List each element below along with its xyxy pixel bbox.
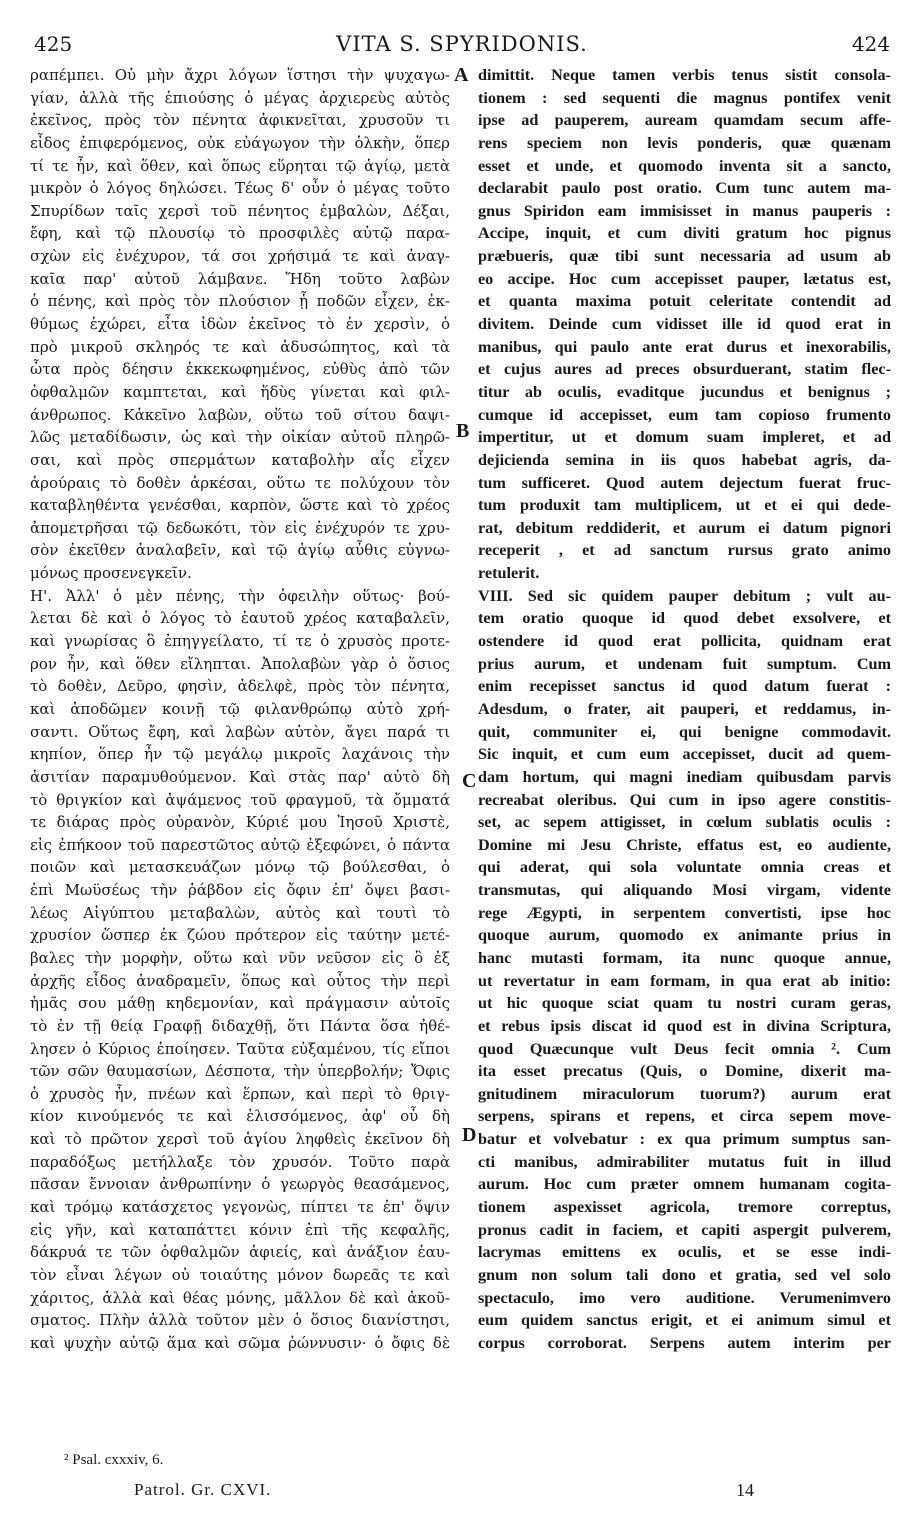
greek-text-line: κηπίον, ὅπερ ἦν τῷ μεγάλῳ μικροῖς λαχάνοις τὴν (30, 745, 450, 764)
latin-text-line: gnus Spiridon eam immisisset in manus pauperis : (478, 201, 891, 220)
greek-text-line: μικρὸν ὁ λόγος δηλώσει. Τέως δ' οὖν ὁ μέγας τοῦτο (30, 179, 450, 198)
greek-text-line: σαντι. Οὕτως ἔφη, καὶ λαβὼν αὐτὸν, ἄγει παρά τι (30, 722, 450, 741)
greek-text-line: τὸ θριγκίον καὶ ἁψάμενος τοῦ φραγμοῦ, τὰ ὄμματά (30, 790, 450, 809)
greek-text-line: λησεν ὁ Κύριος ἐποίησεν. Ταῦτα εὐξαμένου, τίς εἴποι (30, 1039, 450, 1058)
latin-text-line: et cujus aures ad preces obsurduerant, statim flec- (478, 360, 891, 379)
latin-text-line: et rebus ipsis discat id quod est in divina Scriptura, (478, 1016, 891, 1035)
greek-text-line: ὁ χρυσὸς ἦν, πνέων καὶ ἕρπων, καὶ περὶ τὸ θριγ- (30, 1084, 450, 1103)
latin-text-line: pronus cadit in faciem, et capiti aspergit pulverem, (478, 1220, 891, 1239)
latin-text-line: gnitudinem miraculorum tuorum?) aurum erat (478, 1084, 891, 1103)
greek-text-line: ποιῶν καὶ μετασκευάζων μόνῳ τῷ βούλεσθαι, ὁ (30, 858, 450, 877)
greek-text-line: ρον ἦν, καὶ ὅθεν εἴληπται. Ἀπολαβὼν γὰρ ὁ ὅσιος (30, 654, 450, 673)
latin-text-line: receperit , et ad sanctum rursus grato animo (478, 541, 891, 560)
greek-text-line: τὸν εἶναι λέγων οὐ τοιαύτης μόνον δωρεᾶς τε καὶ (30, 1265, 450, 1284)
latin-text-line: tionem aspexisset agricola, tremore correptus, (478, 1198, 891, 1217)
latin-text-line: Sic inquit, et cum eum accepisset, ducit ad quem- (478, 745, 891, 764)
latin-text-line: serpens, spirans et repens, et circa sepem move- (478, 1107, 891, 1126)
footnote: ² Psal. cxxxiv, 6. (64, 1452, 164, 1468)
greek-text-line: καὶ ἀποδῶμεν κοινῇ τῷ φιλανθρώπῳ αὐτὸ χρή- (30, 699, 450, 718)
running-title: VITA S. SPYRIDONIS. (336, 32, 588, 56)
margin-letter-c: C (462, 770, 477, 792)
latin-text-line: Domine mi Jesu Christe, effatus est, eo audiente, (478, 835, 891, 854)
greek-text-line: καταβληθέντα γενέσθαι, καρπὸν, ὥστε καὶ τὸ χρέος (30, 496, 450, 515)
greek-text-line: χάριτος, ἀλλὰ καὶ θέας μόνης, μᾶλλον δὲ καὶ ἀκοῦ- (30, 1288, 450, 1307)
greek-text-line: Η'. Ἀλλ' ὁ μὲν πένης, τὴν ὀφειλὴν οὕτως· βού- (30, 586, 450, 605)
margin-letter-a: A (454, 64, 469, 86)
greek-text-line: σὸν ἐκεῖθεν ἀναλαβεῖν, καὶ τῷ ἁγίῳ αὖθις εὐγνω- (30, 541, 450, 560)
greek-text-line: τὸ ἐν τῇ θείᾳ Γραφῇ διδαχθῇ, ὅτι Πάντα ὅσα ἠθέ- (30, 1016, 450, 1035)
greek-text-line: τί τε ἦν, καὶ ὅθεν, καὶ ὅπως εὕρηται τῷ ἁγίῳ, μετὰ (30, 156, 450, 175)
greek-text-line: δάκρυά τε τῶν ὀφθαλμῶν ἀφιείς, καὶ ἀνάξιον ἑαυ- (30, 1243, 450, 1262)
greek-text-line: μόνως προσενεγκεῖν. (30, 564, 192, 583)
latin-text-line: VIII. Sed sic quidem pauper debitum ; vult au- (478, 586, 891, 605)
latin-text-line: retulerit. (478, 564, 540, 583)
latin-text-line: cumque id accepisset, eum tam copioso frumento (478, 405, 891, 424)
latin-text-line: transmutas, qui aliquando Mosi virgam, vidente (478, 881, 891, 900)
greek-text-line: άνθρωπος. Κἀκεῖνο λαβὼν, οὕτω τοῦ σίτου δαψι- (30, 405, 450, 424)
latin-text-line: prius aurum, et undenam fuit sumptum. Cum (478, 654, 891, 673)
page-number-left: 425 (34, 32, 73, 56)
greek-text-line: καὶ τρόμῳ κατάσχετος γεγονὼς, πίπτει τε ἐπ' ὄψιν (30, 1198, 450, 1217)
page-number-right: 424 (851, 32, 890, 56)
latin-text-line: eo accipe. Hoc cum accepisset pauper, lætatus est, (478, 269, 891, 288)
latin-text-line: divitem. Deinde cum vidisset ille id quod erat in (478, 315, 891, 334)
latin-text-line: rat, debitum reddiderit, et aurum ei datum pignori (478, 518, 891, 537)
greek-text-line: ραπέμπει. Οὐ μὴν ἄχρι λόγων ἵστησι τὴν ψυχαγω- (30, 66, 450, 84)
page-header (30, 32, 894, 58)
greek-text-line: καῖα παρ' αὐτοῦ λάμβανε. Ἤδη τοῦτο λαβὼν (30, 269, 450, 288)
latin-text-line: aurum. Hoc cum præter omnem humanam cogita- (478, 1175, 891, 1194)
footer-series: Patrol. Gr. CXVI. (134, 1480, 272, 1499)
greek-text-line: εἰς ἐπήκοον τοῦ παρεστῶτος αὐτῷ ἐξεφώνει, ὁ πάντα (30, 835, 450, 854)
latin-text-line: impertitur, ut et domum suam impleret, et ad (478, 428, 891, 447)
latin-text-line: qui aderat, qui sola voluntate omnia creas et (478, 858, 891, 877)
latin-text-line: spectaculo, imo vero auditione. Verumenimvero (478, 1288, 891, 1307)
greek-text-line: ὦτα πρὸς δέησιν ἐκκεκωφημένος, εὐθὺς ἀπὸ τῶν (30, 360, 450, 379)
latin-text-line: ut revertatur in eam formam, in qua erat ab initio: (478, 971, 891, 990)
greek-text-line: βαλες τὴν μορφὴν, οὕτω καὶ νῦν νεῦσον εἰς ὃ ἐξ (30, 948, 450, 967)
latin-text-line: esset et unde, et quomodo inventa sit a sancto, (478, 156, 891, 175)
greek-text-line: ἀρούραις τὸ δοθὲν ἀρκέσαι, οὕτω τε πολύχουν τὸν (30, 473, 450, 492)
greek-text-line: σματος. Πλὴν ἀλλὰ τοῦτον μὲν ὁ ὅσιος διανίστησι, (30, 1311, 450, 1330)
greek-text-line: καὶ τὸ πρῶτον χερσὶ τοῦ ἁγίου ληφθεὶς ἐκεῖνον δὴ (30, 1130, 450, 1149)
latin-text-line: dam hortum, qui magni inediam quibusdam parvis (478, 767, 891, 786)
latin-text-column (478, 64, 891, 1355)
latin-text-line: lacrymas emittens ex oculis, et se esse indi- (478, 1243, 891, 1262)
latin-text-line: declarabit paulo post oratio. Cum tunc autem ma- (478, 179, 891, 198)
greek-text-line: σαι, καὶ πρὸς σπερμάτων καταβολὴν αἷς εἶχεν (30, 450, 450, 469)
latin-text-line: ipse ad pauperem, auream quamdam secum affe- (478, 111, 891, 130)
greek-text-line: ἀσιτίαν παραμυθούμενον. Καὶ στὰς παρ' αὐτὸ δὴ (30, 767, 450, 786)
latin-text-line: hanc mutasti formam, ita nunc quoque annue, (478, 948, 891, 967)
greek-text-column (30, 64, 450, 1355)
greek-text-line: τῶν σῶν θαυμασίων, Δέσποτα, τὴν ὑπερβολήν; Ὄφις (30, 1062, 450, 1081)
latin-text-line: tum sufficeret. Quod autem dejectum fuerat fruc- (478, 473, 891, 492)
latin-text-line: tionem : sed sequenti die magnus pontifex venit (478, 88, 891, 107)
latin-text-line: enim recepisset sanctus id quod datum fuerat : (478, 677, 891, 696)
margin-letter-b: B (456, 420, 470, 442)
latin-text-line: titur ab oculis, evaditque jucundus et benignus ; (478, 382, 891, 401)
greek-text-line: λέως Αἰγύπτου μεταβαλὼν, αὐτὸς καὶ τουτὶ τὸ (30, 903, 450, 922)
footer-signature: 14 (736, 1480, 754, 1500)
latin-text-line: recreabat oleribus. Qui cum in ipso agere constitis- (478, 790, 891, 809)
latin-text-line: dimittit. Neque tamen verbis tenus sistit consola- (478, 66, 891, 84)
greek-text-line: ἀπομετρῆσαι τῷ δεδωκότι, τὸν εἰς ἐνέχυρόν τε χρυ- (30, 518, 450, 537)
latin-text-line: tem oratio quoque id quod debet exsolvere, et (478, 609, 891, 628)
greek-text-line: τὸ δοθὲν, Δεῦρο, φησὶν, ἀδελφὲ, πρὸς τὸν πένητα, (30, 677, 450, 696)
latin-text-line: set, ac sepem attigisset, in cœlum sublatis oculis : (478, 813, 891, 832)
latin-text-line: quod Quæcunque vult Deus fecit omnia ². Cum (478, 1039, 891, 1058)
greek-text-line: καὶ γνωρίσας ὃ ἐπηγγείλατο, τί τε ὁ χρυσὸς προτε- (30, 632, 450, 651)
latin-text-line: ostendere id quod erat pollicita, quidnam erat (478, 632, 891, 651)
latin-text-line: præbueris, quæ tibi sunt necessaria ad usum ab (478, 247, 891, 266)
greek-text-line: πρὸ μικροῦ σκληρός τε καὶ ἀδυσώπητος, καὶ τὰ (30, 337, 450, 356)
greek-text-line: Σπυρίδων ταῖς χερσὶ τοῦ πένητος ἐμβαλὼν, Δέξαι, (30, 201, 450, 220)
greek-text-line: λῶς μεταδίδωσιν, ὡς καὶ τὴν οἰκίαν αὐτοῦ πληρῶ- (30, 428, 450, 447)
latin-text-line: gnum non solum tali dono et gratia, sed vel solo (478, 1265, 891, 1284)
latin-text-line: batur et volvebatur : ex qua primum sumptus san- (478, 1130, 891, 1149)
latin-text-line: manibus, qui paulo ante erat durus et inexorabilis, (478, 337, 891, 356)
greek-text-line: γίαν, ἀλλὰ τῆς ἐπιούσης ὁ μέγας ἀρχιερεὺς αὐτὸς (30, 88, 450, 107)
latin-text-line: et quanta maxima potuit celeritate contendit ad (478, 292, 891, 311)
greek-text-line: σχὼν εἰς ἐνέχυρον, τά σοι χρήσιμά τε καὶ ἀναγ- (30, 247, 450, 266)
greek-text-line: ὀφθαλμῶν καμπτεται, καὶ ἥδὺς γίνεται καὶ φιλ- (30, 382, 450, 401)
latin-text-line: cti manibus, admirabiliter mutatus fuit in illud (478, 1152, 891, 1171)
greek-text-line: λεται δὲ καὶ ὁ λόγος τὸ ἑαυτοῦ χρέος καταβαλεῖν, (30, 609, 450, 628)
latin-text-line: rege Ægypti, in serpentem convertisti, ipse hoc (478, 903, 891, 922)
greek-text-line: εἶδος ἐπιφερόμενος, οὐκ εὐάγωγον τὴν ὁλκὴν, ὅπερ (30, 133, 450, 152)
latin-text-line: tum produxit tam multiplicem, ut et ei qui dede- (478, 496, 891, 515)
greek-text-line: παραδόξως μετήλλαξε τὸν χρυσόν. Τοῦτο παρὰ (30, 1152, 450, 1171)
greek-text-line: ἐπὶ Μωϋσέως τὴν ῥάβδον εἰς ὄφιν ἐπ' ὄψει βασι- (30, 881, 450, 900)
greek-text-line: ἐκεῖνος, πρὸς τὸν πένητα ἀφικνεῖται, χρυσοῦν τι (30, 111, 450, 130)
greek-text-line: τε διάρας πρὸς οὐρανὸν, Κύριέ μου Ἰησοῦ Χριστὲ, (30, 813, 450, 832)
greek-text-line: ὁ πένης, καὶ πρὸς τὸν πλούσιον ᾗ ποδῶν εἶχεν, ἐκ- (30, 292, 450, 311)
greek-text-line: ἔφη, καὶ τῷ πλουσίῳ τὸ προσφιλὲς αὐτῷ παρα- (30, 224, 450, 243)
latin-text-line: dejicienda semina in iis quos habebat agris, da- (478, 450, 891, 469)
greek-text-line: ἀρχῆς εἶδος ἀναδραμεῖν, ὅπως καὶ οὗτος τὴν περὶ (30, 971, 450, 990)
latin-text-line: quit, communiter ei, qui benigne commodavit. (478, 722, 891, 741)
latin-text-line: quoque aurum, quomodo ex animante prius in (478, 926, 891, 945)
margin-letter-d: D (462, 1124, 477, 1146)
greek-text-line: ἡμᾶς σου μάθῃ κηδεμονίαν, καὶ πράγμασιν αὐτοῖς (30, 994, 450, 1013)
latin-text-line: ita esset precatus (Quis, o Domine, dixerit ma- (478, 1062, 891, 1081)
latin-text-line: ut hic quoque sciat quam tu nostri curam geras, (478, 994, 891, 1013)
greek-text-line: θύμως ἐχώρει, εἶτα ἰδὼν ἐκεῖνος τὸ ἐν χερσὶν, ὁ (30, 315, 450, 334)
greek-text-line: καὶ ψυχὴν αὐτῷ ἅμα καὶ σῶμα ῥώννυσιν· ὁ ὄφις δὲ (30, 1333, 450, 1352)
greek-text-line: εἰς γῆν, καὶ καταπάττει κόνιν ἐπὶ τῆς κεφαλῆς, (30, 1220, 450, 1239)
greek-text-line: πᾶσαν ἔννοιαν ἀνθρωπίνην ὁ γεωργὸς θεασάμενος, (30, 1175, 450, 1194)
greek-text-line: χρυσίον ὥσπερ ἐκ ζώου πρότερον εἰς ταύτην μετέ- (30, 926, 450, 945)
greek-text-line: κίον κινούμενός τε καὶ ἑλισσόμενος, ἀφ' οὗ δὴ (30, 1107, 450, 1126)
latin-text-line: rens speciem non levis ponderis, quæ quænam (478, 133, 891, 152)
latin-text-line: eum quidem sanctus erigit, et ei animum simul et (478, 1311, 891, 1330)
latin-text-line: Adesdum, o frater, ait pauperi, et reddamus, in- (478, 699, 891, 718)
latin-text-line: Accipe, inquit, et cum diviti gratum hoc pignus (478, 224, 891, 243)
latin-text-line: corpus corroborat. Serpens autem interim per (478, 1333, 891, 1352)
